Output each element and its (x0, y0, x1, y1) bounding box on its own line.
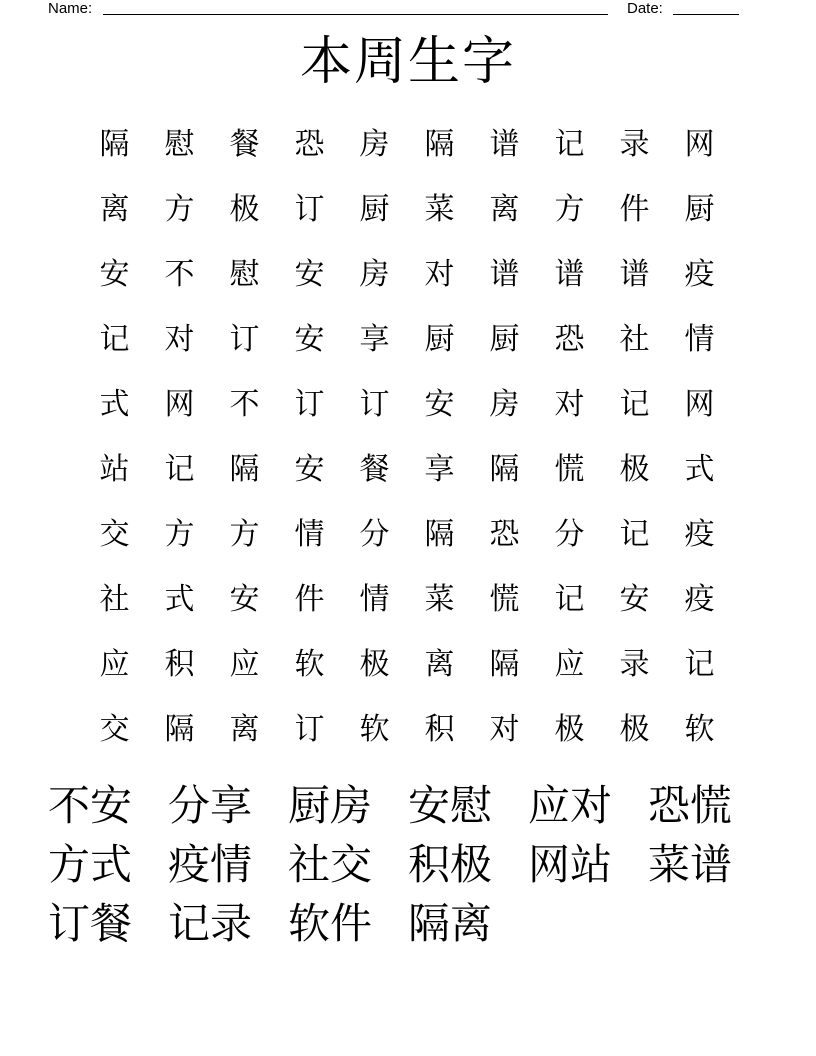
grid-character: 离 (424, 647, 455, 682)
grid-character: 慰 (229, 257, 260, 292)
grid-character: 对 (489, 712, 520, 747)
grid-character: 谱 (619, 257, 650, 292)
grid-character: 网 (684, 387, 715, 422)
grid-character: 积 (164, 647, 195, 682)
grid-character: 安 (229, 582, 260, 617)
grid-character: 离 (489, 192, 520, 227)
grid-character: 软 (294, 647, 325, 682)
vocab-word: 社交 (288, 840, 373, 889)
grid-character: 记 (164, 452, 195, 487)
name-label: Name: (48, 0, 93, 17)
grid-character: 享 (424, 452, 455, 487)
grid-row (82, 112, 732, 177)
grid-character: 极 (554, 712, 585, 747)
grid-character: 式 (684, 452, 715, 487)
date-label: Date: (627, 0, 663, 17)
grid-character: 分 (359, 517, 390, 552)
grid-character: 不 (164, 257, 195, 292)
character-grid (82, 112, 732, 762)
vocab-word: 恐慌 (648, 781, 733, 830)
grid-character: 恐 (489, 517, 520, 552)
grid-character: 对 (554, 387, 585, 422)
grid-character: 式 (99, 387, 130, 422)
grid-character: 安 (424, 387, 455, 422)
grid-character: 网 (684, 127, 715, 162)
grid-character: 房 (359, 257, 390, 292)
vocab-word: 订餐 (48, 899, 133, 948)
vocab-word: 应对 (528, 781, 613, 830)
vocab-word: 积极 (408, 840, 493, 889)
grid-character: 记 (619, 387, 650, 422)
grid-character: 订 (294, 192, 325, 227)
grid-character: 社 (619, 322, 650, 357)
grid-character: 慌 (489, 582, 520, 617)
grid-row (82, 307, 732, 372)
grid-character: 情 (359, 582, 390, 617)
grid-character: 厨 (684, 192, 715, 227)
grid-character: 房 (489, 387, 520, 422)
grid-character: 离 (99, 192, 130, 227)
grid-character: 交 (99, 517, 130, 552)
vocab-word: 安慰 (408, 781, 493, 830)
grid-character: 恐 (554, 322, 585, 357)
grid-character: 式 (164, 582, 195, 617)
grid-character: 慰 (164, 127, 195, 162)
grid-character: 应 (554, 647, 585, 682)
grid-character: 情 (294, 517, 325, 552)
name-blank-line[interactable] (103, 14, 608, 15)
grid-character: 极 (229, 192, 260, 227)
grid-row (82, 177, 732, 242)
grid-row (82, 437, 732, 502)
grid-character: 隔 (489, 647, 520, 682)
grid-character: 订 (359, 387, 390, 422)
grid-character: 疫 (684, 582, 715, 617)
grid-character: 方 (229, 517, 260, 552)
grid-character: 站 (99, 452, 130, 487)
grid-character: 疫 (684, 257, 715, 292)
grid-character: 应 (229, 647, 260, 682)
grid-character: 隔 (424, 517, 455, 552)
grid-character: 享 (359, 322, 390, 357)
page-title: 本周生字 (299, 32, 516, 92)
grid-character: 交 (99, 712, 130, 747)
grid-character: 订 (229, 322, 260, 357)
grid-character: 订 (294, 712, 325, 747)
grid-character: 离 (229, 712, 260, 747)
grid-character: 对 (164, 322, 195, 357)
grid-row (82, 632, 732, 697)
grid-character: 记 (99, 322, 130, 357)
grid-row (82, 242, 732, 307)
grid-row (82, 372, 732, 437)
grid-character: 方 (554, 192, 585, 227)
word-list (48, 776, 788, 953)
grid-character: 录 (619, 647, 650, 682)
vocab-word: 网站 (528, 840, 613, 889)
vocab-word: 疫情 (168, 840, 253, 889)
grid-row (82, 567, 732, 632)
grid-character: 恐 (294, 127, 325, 162)
grid-character: 网 (164, 387, 195, 422)
grid-character: 极 (619, 712, 650, 747)
grid-character: 订 (294, 387, 325, 422)
grid-character: 慌 (554, 452, 585, 487)
grid-character: 安 (619, 582, 650, 617)
grid-character: 安 (294, 322, 325, 357)
grid-character: 隔 (99, 127, 130, 162)
grid-character: 分 (554, 517, 585, 552)
grid-character: 安 (99, 257, 130, 292)
grid-character: 厨 (359, 192, 390, 227)
grid-character: 餐 (229, 127, 260, 162)
grid-row (82, 697, 732, 762)
vocab-word: 不安 (48, 781, 133, 830)
grid-character: 极 (359, 647, 390, 682)
grid-character: 件 (294, 582, 325, 617)
grid-character: 隔 (164, 712, 195, 747)
grid-character: 厨 (489, 322, 520, 357)
date-blank-line[interactable] (673, 14, 739, 15)
vocab-word: 隔离 (408, 899, 493, 948)
grid-character: 极 (619, 452, 650, 487)
grid-character: 方 (164, 192, 195, 227)
grid-character: 隔 (424, 127, 455, 162)
grid-character: 方 (164, 517, 195, 552)
vocab-word: 记录 (168, 899, 253, 948)
vocab-word: 方式 (48, 840, 133, 889)
grid-character: 软 (359, 712, 390, 747)
grid-row (82, 502, 732, 567)
grid-character: 应 (99, 647, 130, 682)
grid-character: 隔 (229, 452, 260, 487)
grid-character: 情 (684, 322, 715, 357)
grid-character: 记 (619, 517, 650, 552)
grid-character: 录 (619, 127, 650, 162)
grid-character: 谱 (489, 257, 520, 292)
grid-character: 记 (684, 647, 715, 682)
vocab-word: 软件 (288, 899, 373, 948)
grid-character: 对 (424, 257, 455, 292)
vocab-word: 分享 (168, 781, 253, 830)
grid-character: 安 (294, 257, 325, 292)
grid-character: 疫 (684, 517, 715, 552)
grid-character: 不 (229, 387, 260, 422)
grid-character: 房 (359, 127, 390, 162)
vocab-word: 厨房 (288, 781, 373, 830)
grid-character: 餐 (359, 452, 390, 487)
grid-character: 件 (619, 192, 650, 227)
header-line (0, 0, 816, 20)
grid-character: 安 (294, 452, 325, 487)
vocab-word: 菜谱 (648, 840, 733, 889)
grid-character: 隔 (489, 452, 520, 487)
grid-character: 谱 (489, 127, 520, 162)
grid-character: 社 (99, 582, 130, 617)
grid-character: 菜 (424, 192, 455, 227)
grid-character: 软 (684, 712, 715, 747)
grid-character: 谱 (554, 257, 585, 292)
grid-character: 记 (554, 582, 585, 617)
grid-character: 积 (424, 712, 455, 747)
grid-character: 记 (554, 127, 585, 162)
grid-character: 厨 (424, 322, 455, 357)
grid-character: 菜 (424, 582, 455, 617)
